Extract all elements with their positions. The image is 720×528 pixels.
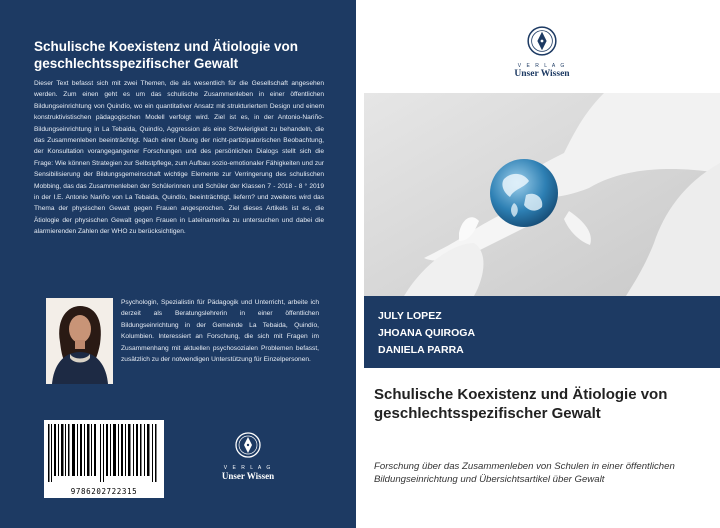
- back-cover: [0, 0, 356, 528]
- cover-illustration: [364, 93, 720, 296]
- front-cover: [364, 0, 720, 528]
- author-photo: [46, 298, 113, 384]
- author-bio: Psychologin, Spezialistin für Pädagogik und Unterricht, arbeite ich derzeit als Beratungslehrerin in einer öffentlichen Bildungseinrichtung in der Gemeinde La Tebaida, Quindío, Kolumbien. Interessiert an Forschung, die sich mit Fragen im Zusammenhang mit aktuellen psychosozialen Problemen befasst, zusätzlich zu der notwendigen Unterstützung für Einzelpersonen.: [121, 299, 319, 364]
- publisher-name: Unser Wissen: [221, 471, 275, 481]
- pen-nib-icon: [235, 432, 261, 458]
- publisher-verlag: V E R L A G: [517, 63, 567, 69]
- back-cover-description: Dieser Text befasst sich mit zwei Themen, die als wesentlich für die Gesellschaft angesehen werden. Zum einen geht es um das schulische Zusammenleben in einer öffentlichen Bildungseinrichtung von Quindío, wo ein quantitativer Ansatz mit strukturiertem Design und einem konstruktivistischen pädagogischen Modell verfolgt wird. Ziel ist es, in der Antonio-Nariño-Bildungseinrichtung in La Tebaida, Quindío, Aggression als eine Schwierigkeit zu behandeln, die das Zusammenleben beeinträchtigt. Nach einer Übung der nicht-partizipatorischen Beobachtung, der Konsultation vorangegangener Forschungen und des persönlichen Dialogs stellt sich die Frage: Wie können Strategien zur Selbstpflege, zum Aufbau sozio-emotionaler Fähigkeiten und zur Sensibilisierung der Bildungsgemeinschaft wichtige Elemente zur Verringerung des schulischen Mobbing, das das Zusammenleben der Schülerinnen und Schüler der Klassen 7 - 2018 - 8 ° 2019 in der I.E. Antonio Nariño von La Tebaida, Quindío, beeinträchtigt, liefern? und zweitens wird das Thema der physischen Gewalt gegen Frauen angesprochen. Ziel dieses Artikels ist es, die Ätiologie der physischen Gewalt gegen Frauen in Lateinamerika zu untersuchen und dabei die alarmierenden Zahlen der WHO zu berücksichtigen.: [34, 80, 324, 236]
- author-name: JULY LOPEZ: [378, 310, 442, 322]
- front-cover-subtitle: Forschung über das Zusammenleben von Schulen in einer öffentlichen Bildungseinrichtung und Übersichtsartikel über Gewalt: [374, 461, 675, 485]
- author-name: JHOANA QUIROGA: [378, 327, 476, 339]
- barcode-bars: [48, 424, 160, 482]
- publisher-name: Unser Wissen: [514, 69, 570, 79]
- isbn-number: 9786202722315: [70, 487, 138, 496]
- back-cover-title: Schulische Koexistenz und Ätiologie von geschlechtsspezifischer Gewalt: [34, 39, 299, 71]
- authors-band: [364, 296, 720, 368]
- front-publisher-logo: [500, 26, 584, 79]
- front-cover-title: Schulische Koexistenz und Ätiologie von geschlechtsspezifischer Gewalt: [374, 386, 668, 422]
- spine: [356, 0, 364, 528]
- publisher-verlag: V E R L A G: [223, 465, 273, 471]
- back-publisher-logo: [214, 432, 282, 481]
- pen-nib-icon: [527, 26, 557, 56]
- author-name: DANIELA PARRA: [378, 344, 464, 356]
- isbn-barcode: [44, 420, 164, 498]
